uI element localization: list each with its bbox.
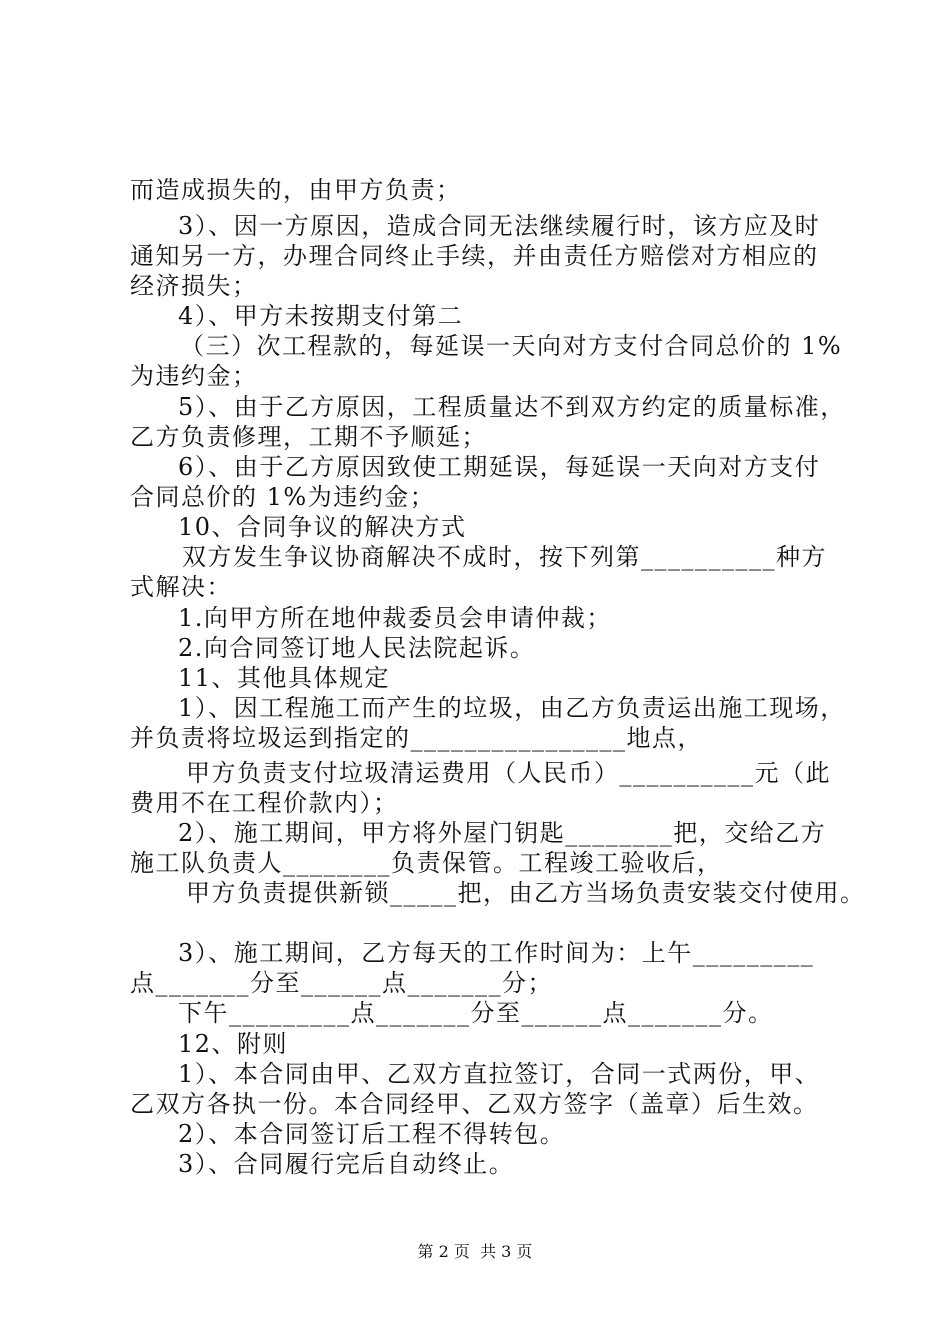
text-line: 经济损失；: [130, 272, 258, 300]
text-line: 而造成损失的，由甲方负责；: [130, 176, 462, 204]
text-line: 3）、因一方原因，造成合同无法继续履行时，该方应及时: [178, 212, 821, 240]
text-line: 3）、施工期间，乙方每天的工作时间为：上午_________: [178, 939, 815, 967]
text-line: 1.向甲方所在地仲裁委员会申请仲裁；: [178, 604, 612, 632]
text-line: 甲方负责提供新锁_____把，由乙方当场负责安装交付使用。: [186, 879, 866, 907]
text-line: 合同总价的 1%为违约金；: [130, 483, 436, 511]
text-line: 乙方负责修理，工期不予顺延；: [130, 423, 487, 451]
text-line: 5）、由于乙方原因，工程质量达不到双方约定的质量标准，: [178, 393, 846, 421]
text-line: 下午_________点_______分至______点_______分。: [178, 999, 774, 1027]
text-line: 2.向合同签订地人民法院起诉。: [178, 634, 536, 662]
text-line: 12、附则: [178, 1030, 289, 1058]
text-line: 10、合同争议的解决方式: [178, 513, 467, 541]
text-line: 1）、因工程施工而产生的垃圾，由乙方负责运出施工现场，: [178, 694, 846, 722]
text-line: 6）、由于乙方原因致使工期延误，每延误一天向对方支付: [178, 453, 821, 481]
text-line: 并负责将垃圾运到指定的________________地点，: [130, 724, 703, 752]
text-line: 双方发生争议协商解决不成时，按下列第__________种方: [182, 543, 827, 571]
text-line: 乙双方各执一份。本合同经甲、乙双方签字（盖章）后生效。: [130, 1090, 819, 1118]
text-line: 式解决：: [130, 573, 232, 601]
text-line: 点_______分至______点_______分；: [130, 969, 553, 997]
text-line: （三）次工程款的，每延误一天向对方支付合同总价的 1%: [180, 332, 843, 360]
text-line: 施工队负责人________负责保管。工程竣工验收后，: [130, 849, 723, 877]
text-line: 4）、甲方未按期支付第二: [178, 302, 464, 330]
text-line: 11、其他具体规定: [178, 664, 391, 692]
text-line: 为违约金；: [130, 362, 258, 390]
text-line: 2）、施工期间，甲方将外屋门钥匙________把，交给乙方: [178, 819, 827, 847]
text-line: 费用不在工程价款内）；: [130, 789, 399, 817]
text-line: 甲方负责支付垃圾清运费用（人民币）__________元（此: [186, 759, 831, 787]
text-line: 3）、合同履行完后自动终止。: [178, 1150, 515, 1178]
text-line: 1）、本合同由甲、乙双方直拉签订，合同一式两份，甲、: [178, 1060, 821, 1088]
page-number-footer: 第 2 页 共 3 页: [417, 1242, 533, 1261]
text-line: 通知另一方，办理合同终止手续，并由责任方赔偿对方相应的: [130, 242, 819, 270]
text-line: 2）、本合同签订后工程不得转包。: [178, 1120, 566, 1148]
